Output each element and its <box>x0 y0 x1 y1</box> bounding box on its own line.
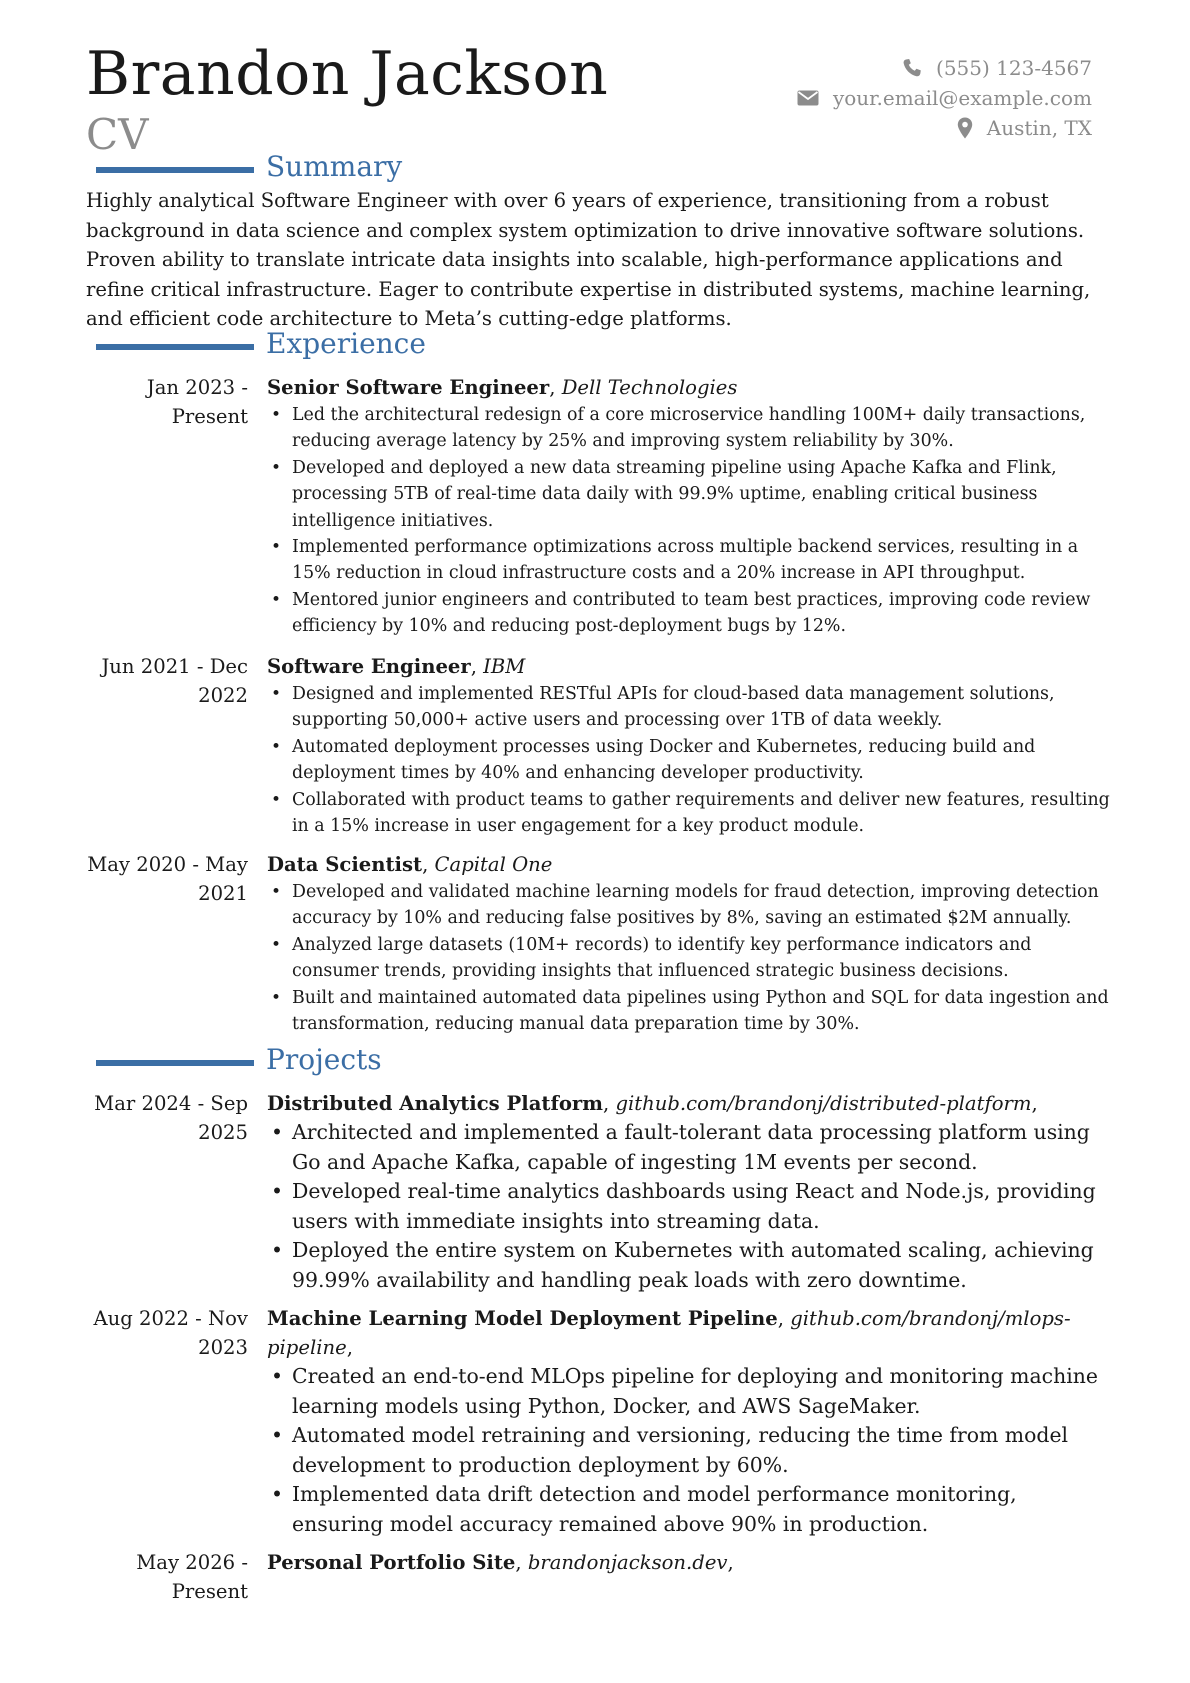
bullet-item: • Led the architectural redesign of a core microservice handling 100M+ daily transactions, reducing average latency by 25% and improving system reliability by 30%. <box>267 402 1112 455</box>
entry-body <box>267 850 1112 1037</box>
projects-section-header <box>96 1043 382 1079</box>
project-name: Distributed Analytics Platform <box>267 1092 603 1115</box>
entry-date: May 2026 - Present <box>136 1551 248 1603</box>
bullet-list <box>267 402 1112 640</box>
section-accent-bar <box>96 1060 254 1066</box>
person-name: Brandon Jackson <box>86 39 609 109</box>
contact-email <box>797 83 1092 113</box>
section-accent-bar <box>96 344 254 350</box>
phone-number[interactable]: (555) 123-4567 <box>936 56 1092 80</box>
entry-title: Machine Learning Model Deployment Pipeline, github.com/brandonj/mlops-pipeline, <box>267 1307 1071 1359</box>
entry-title: Data Scientist, Capital One <box>267 853 553 876</box>
entry-body <box>267 652 1112 839</box>
project-name: Personal Portfolio Site <box>267 1551 516 1574</box>
bullet-item: • Developed real-time analytics dashboards using React and Node.js, providing users with immediate insights into streaming data. <box>267 1177 1112 1236</box>
bullet-item: • Created an end-to-end MLOps pipeline for deploying and monitoring machine learning models using Python, Docker, and AWS SageMaker. <box>267 1362 1112 1421</box>
project-name: Machine Learning Model Deployment Pipeline <box>267 1307 778 1330</box>
contact-phone <box>797 53 1092 83</box>
bullet-list <box>267 681 1112 839</box>
job-role: Data Scientist <box>267 853 423 876</box>
company-name: Capital One <box>434 853 553 876</box>
bullet-item: • Collaborated with product teams to gather requirements and deliver new features, resulting in a 15% increase in user engagement for a key product module. <box>267 787 1112 840</box>
entry-body <box>267 373 1112 640</box>
experience-section-header <box>96 327 426 363</box>
bullet-item: • Implemented performance optimizations across multiple backend services, resulting in a 15% reduction in cloud infrastructure costs and a 20% increase in API throughput. <box>267 534 1112 587</box>
entry-title: Senior Software Engineer, Dell Technologies <box>267 376 738 399</box>
entry-title: Software Engineer, IBM <box>267 655 526 678</box>
project-link[interactable]: github.com/brandonj/distributed-platform <box>615 1092 1032 1115</box>
email-address[interactable]: your.email@example.com <box>832 86 1092 110</box>
summary-heading: Summary <box>266 150 403 183</box>
projects-heading: Projects <box>266 1043 382 1076</box>
summary-section-header <box>96 150 403 186</box>
contact-location <box>797 113 1092 143</box>
entry-date: May 2020 - May 2021 <box>87 853 248 905</box>
company-name: Dell Technologies <box>561 376 738 399</box>
entry-body <box>267 1548 1112 1577</box>
bullet-item: • Built and maintained automated data pipelines using Python and SQL for data ingestion and transformation, reducing manual data preparation time by 30%. <box>267 985 1112 1038</box>
bullet-list <box>267 879 1112 1037</box>
entry-body <box>267 1089 1112 1295</box>
bullet-item: • Automated model retraining and versioning, reducing the time from model development to production deployment by 60%. <box>267 1421 1112 1480</box>
bullet-list <box>267 1118 1112 1295</box>
document-subtitle: CV <box>86 110 149 159</box>
project-link[interactable]: github.com/brandonj/mlops-pipeline <box>267 1307 1071 1359</box>
job-role: Software Engineer <box>267 655 471 678</box>
map-pin-icon <box>957 117 973 139</box>
bullet-item: • Developed and validated machine learning models for fraud detection, improving detection accuracy by 10% and reducing false positives by 8%, saving an estimated $2M annually. <box>267 879 1112 932</box>
entry-title: Personal Portfolio Site, brandonjackson.dev, <box>267 1551 734 1574</box>
project-link[interactable]: brandonjackson.dev <box>527 1551 728 1574</box>
entry-title: Distributed Analytics Platform, github.com/brandonj/distributed-platform, <box>267 1092 1038 1115</box>
entry-date: Aug 2022 - Nov 2023 <box>93 1307 248 1359</box>
bullet-item: • Architected and implemented a fault-tolerant data processing platform using Go and Apache Kafka, capable of ingesting 1M events per second. <box>267 1118 1112 1177</box>
location-text: Austin, TX <box>986 116 1092 140</box>
entry-date: Mar 2024 - Sep 2025 <box>94 1092 248 1144</box>
bullet-item: • Deployed the entire system on Kubernetes with automated scaling, achieving 99.99% availability and handling peak loads with zero downtime. <box>267 1236 1112 1295</box>
phone-icon <box>902 58 922 78</box>
entry-date: Jun 2021 - Dec 2022 <box>101 655 248 707</box>
bullet-item: • Developed and deployed a new data streaming pipeline using Apache Kafka and Flink, processing 5TB of real-time data daily with 99.9% uptime, enabling critical business intelligence initiatives. <box>267 455 1112 534</box>
bullet-item: • Implemented data drift detection and model performance monitoring, ensuring model accuracy remained above 90% in production. <box>267 1480 1112 1539</box>
bullet-item: • Automated deployment processes using Docker and Kubernetes, reducing build and deployment times by 40% and enhancing developer productivity. <box>267 734 1112 787</box>
job-role: Senior Software Engineer <box>267 376 550 399</box>
summary-text: Highly analytical Software Engineer with over 6 years of experience, transitioning from a robust background in data science and complex system optimization to drive innovative software solutions. Proven ability to translate intricate data insights into scalable, high-performance applications and refine critical infrastructure. Eager to contribute expertise in distributed systems, machine learning, and efficient code architecture to Meta’s cutting-edge platforms. <box>86 189 1091 331</box>
entry-body <box>267 1304 1112 1539</box>
experience-heading: Experience <box>266 327 426 360</box>
bullet-list <box>267 1362 1112 1539</box>
bullet-item: • Designed and implemented RESTful APIs for cloud-based data management solutions, supporting 50,000+ active users and processing over 1TB of data weekly. <box>267 681 1112 734</box>
envelope-icon <box>797 90 819 106</box>
company-name: IBM <box>483 655 526 678</box>
bullet-item: • Analyzed large datasets (10M+ records) to identify key performance indicators and consumer trends, providing insights that influenced strategic business decisions. <box>267 932 1112 985</box>
section-accent-bar <box>96 167 254 173</box>
contact-block <box>797 53 1092 143</box>
entry-date: Jan 2023 - Present <box>146 376 248 428</box>
bullet-item: • Mentored junior engineers and contributed to team best practices, improving code review efficiency by 10% and reducing post-deployment bugs by 12%. <box>267 587 1112 640</box>
